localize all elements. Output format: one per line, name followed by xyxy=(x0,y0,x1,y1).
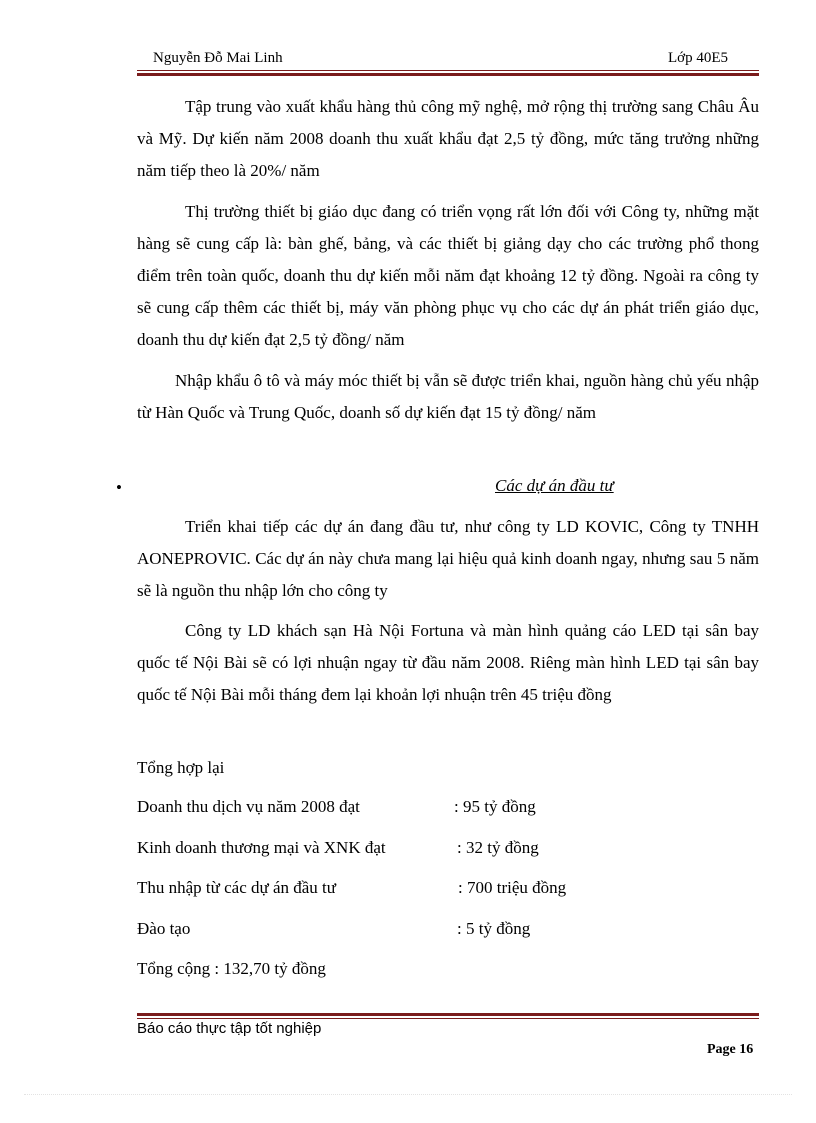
summary-row-value: : 5 tỷ đồng xyxy=(457,919,531,938)
header-author: Nguyễn Đỗ Mai Linh xyxy=(153,50,283,66)
header-class: Lớp 40E5 xyxy=(668,50,729,66)
summary-row-value: : 95 tỷ đồng xyxy=(454,797,536,816)
summary-row-label: Đào tạo xyxy=(137,919,191,938)
paragraph-education: Thị trường thiết bị giáo dục đang có triển vọng rất lớn đối với Công ty, những mặt hàng sẽ cung cấp là: bàn ghế, bảng, và các thiết bị giảng dạy cho các trường phổ thong điểm trên toàn quốc, doanh thu dự kiến mỗi năm đạt khoảng 12 tỷ đồng. Ngoài ra công ty sẽ cung cấp thêm các thiết bị, máy văn phòng phục vụ cho các dự án phát triển giáo dục, doanh thu dự kiến đạt 2,5 tỷ đồng/ năm xyxy=(137,202,759,349)
header-rule-thin xyxy=(137,70,759,71)
summary-row xyxy=(137,797,536,821)
summary-row-value: : 32 tỷ đồng xyxy=(457,838,539,857)
page-bottom-dotted-line xyxy=(24,1094,792,1095)
section-heading: Các dự án đầu tư xyxy=(495,476,614,495)
footer-rule-thin xyxy=(137,1018,759,1019)
paragraph-import: Nhập khẩu ô tô và máy móc thiết bị vẫn sẽ được triển khai, nguồn hàng chủ yếu nhập từ Hàn Quốc và Trung Quốc, doanh số dự kiến đạt 15 tỷ đồng/ năm xyxy=(137,371,759,422)
footer-text: Báo cáo thực tập tốt nghiệp xyxy=(137,1020,322,1037)
summary-row xyxy=(137,919,531,943)
summary-row xyxy=(137,878,567,902)
summary-total: Tổng cộng : 132,70 tỷ đồng xyxy=(137,959,326,978)
paragraph-fortuna: Công ty LD khách sạn Hà Nội Fortuna và màn hình quảng cáo LED tại sân bay quốc tế Nội Bài sẽ có lợi nhuận ngay từ đầu năm 2008. Riêng màn hình LED tại sân bay quốc tế Nội Bài mỗi tháng đem lại khoản lợi nhuận trên 45 triệu đồng xyxy=(137,621,759,704)
footer-rule-thick xyxy=(137,1013,759,1016)
paragraph-investments: Triển khai tiếp các dự án đang đầu tư, như công ty LD KOVIC, Công ty TNHH AONEPROVIC. Các dự án này chưa mang lại hiệu quả kinh doanh ngay, nhưng sau 5 năm sẽ là nguồn thu nhập lớn cho công ty xyxy=(137,517,759,600)
bullet-marker: • xyxy=(116,478,122,497)
summary-row-label: Kinh doanh thương mại và XNK đạt xyxy=(137,838,386,857)
paragraph-export: Tập trung vào xuất khẩu hàng thủ công mỹ nghệ, mở rộng thị trường sang Châu Âu và Mỹ. Dự kiến năm 2008 doanh thu xuất khẩu đạt 2,5 tỷ đồng, mức tăng trưởng những năm tiếp theo là 20%/ năm xyxy=(137,97,759,180)
header-rule-thick xyxy=(137,73,759,76)
summary-row-label: Thu nhập từ các dự án đầu tư xyxy=(137,878,336,897)
summary-row xyxy=(137,838,539,862)
page-number: Page 16 xyxy=(707,1042,754,1057)
summary-row-value: : 700 triệu đồng xyxy=(458,878,567,897)
summary-row-label: Doanh thu dịch vụ năm 2008 đạt xyxy=(137,797,360,816)
summary-title: Tổng hợp lại xyxy=(137,758,225,777)
